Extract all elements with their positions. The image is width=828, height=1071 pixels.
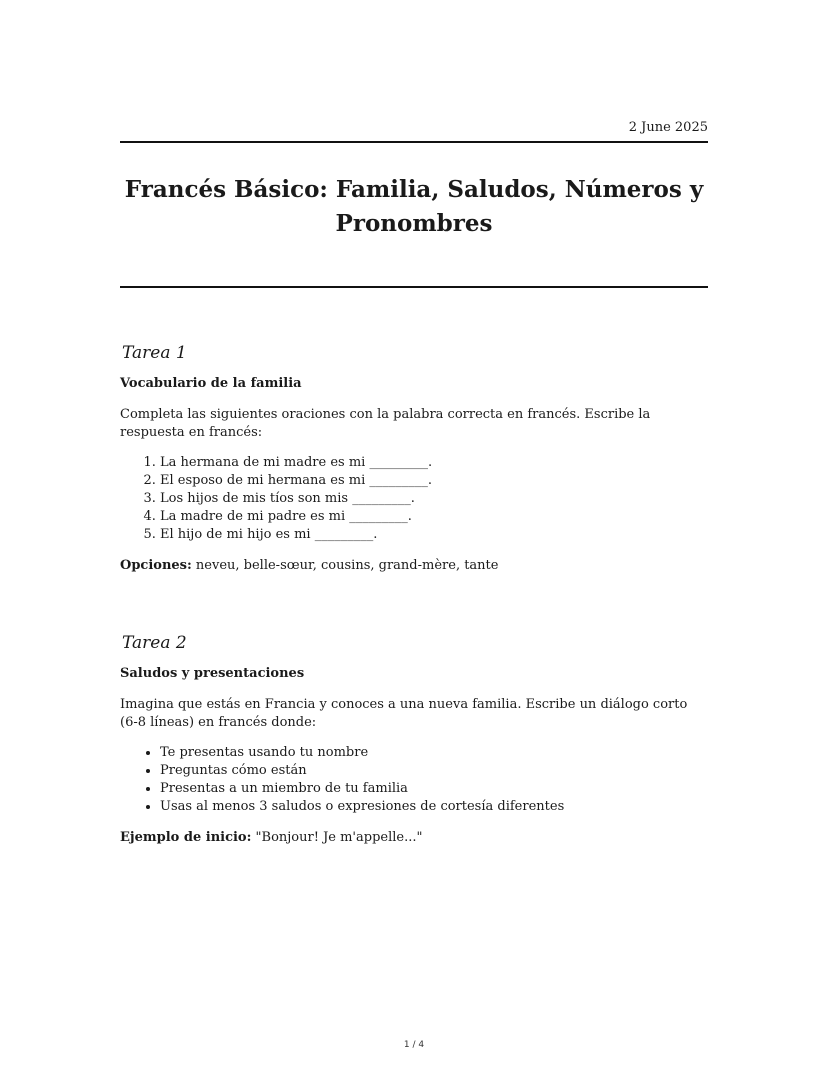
- example-text: "Bonjour! Je m'appelle...": [251, 830, 423, 845]
- list-item: 2. El esposo de mi hermana es mi _________.: [160, 472, 708, 490]
- list-item: • Presentas a un miembro de tu familia: [160, 780, 708, 798]
- list-item: • Preguntas cómo están: [160, 762, 708, 780]
- page-indicator: 1 / 4: [403, 1040, 425, 1050]
- task-2-subheading: Saludos y presentaciones: [120, 666, 305, 681]
- document-title: Francés Básico: Familia, Saludos, Números y Pronombres: [124, 176, 704, 237]
- task-1-section: [120, 342, 708, 575]
- list-item: 4. La madre de mi padre es mi _________.: [160, 508, 708, 526]
- task-1-options: [120, 557, 708, 575]
- task-2-instructions: Imagina que estás en Francia y conoces a una nueva familia. Escribe un diálogo corto (6-8 líneas) en francés donde:: [120, 697, 688, 730]
- list-item: 1. La hermana de mi madre es mi _________.: [160, 454, 708, 472]
- task-2-example: [120, 829, 708, 847]
- options-label: Opciones:: [120, 558, 192, 573]
- task-2-list: [120, 744, 708, 816]
- title-bottom-rule: [120, 286, 708, 288]
- example-label: Ejemplo de inicio:: [120, 830, 252, 845]
- task-1-subheading: Vocabulario de la familia: [120, 376, 302, 391]
- task-1-list: [120, 454, 708, 544]
- list-item: 3. Los hijos de mis tíos son mis _________.: [160, 490, 708, 508]
- task-2-heading: Tarea 2: [122, 633, 187, 653]
- task-2-section: [120, 632, 708, 847]
- task-1-instructions: Completa las siguientes oraciones con la palabra correcta en francés. Escribe la respuesta en francés:: [120, 407, 651, 440]
- list-item: 5. El hijo de mi hijo es mi _________.: [160, 526, 708, 544]
- top-rule: [120, 141, 708, 143]
- list-item: • Te presentas usando tu nombre: [160, 744, 708, 762]
- document-date: 2 June 2025: [628, 120, 708, 135]
- list-item: • Usas al menos 3 saludos o expresiones de cortesía diferentes: [160, 798, 708, 816]
- task-1-heading: Tarea 1: [122, 343, 187, 363]
- options-text: neveu, belle-sœur, cousins, grand-mère, tante: [191, 558, 499, 573]
